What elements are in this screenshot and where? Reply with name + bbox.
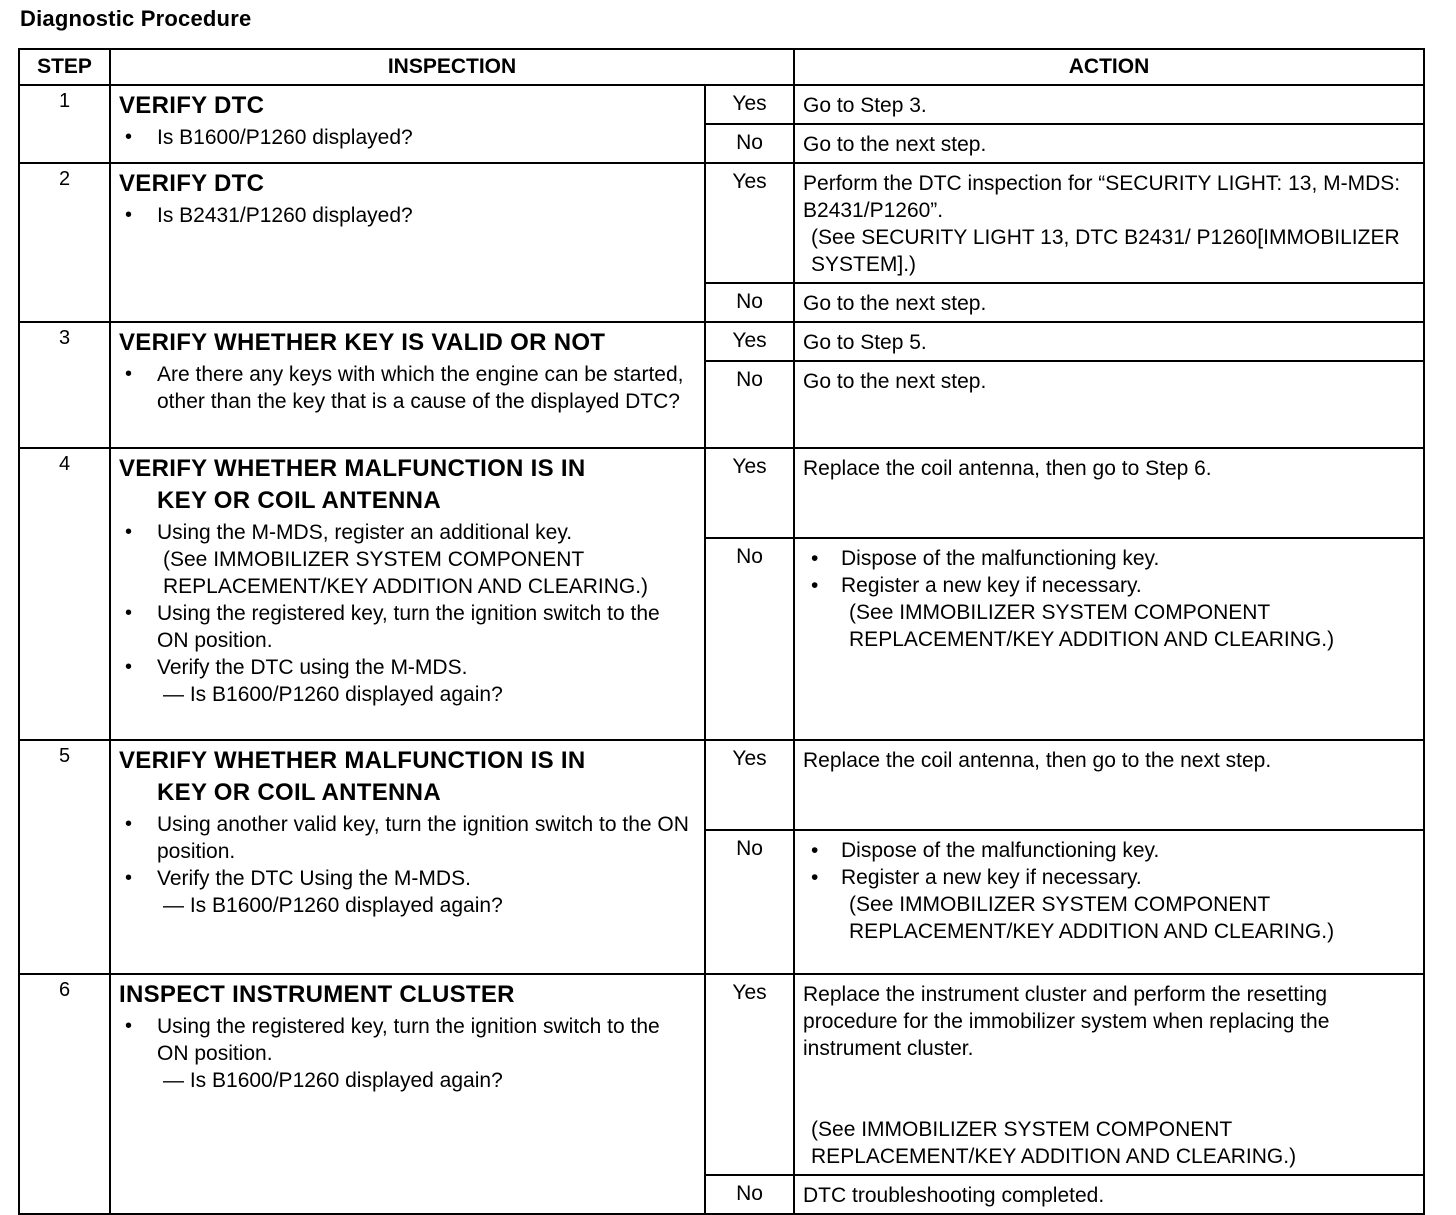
reference-note: (See IMMOBILIZER SYSTEM COMPONENT REPLACEMENT/KEY ADDITION AND CLEARING.) xyxy=(849,601,1335,651)
action-text: Replace the instrument cluster and perform the resetting procedure for the immobilizer system when replacing the instrument cluster. xyxy=(803,983,1330,1060)
yes-action xyxy=(794,163,1424,283)
yes-label: Yes xyxy=(705,974,794,1175)
no-label: No xyxy=(705,283,794,322)
no-label: No xyxy=(705,361,794,448)
bullet-text: Verify the DTC Using the M-MDS. xyxy=(157,867,471,890)
inspection-bullet xyxy=(119,519,696,600)
inspection-bullet: • Using another valid key, turn the ignition switch to the ON position. xyxy=(119,811,696,865)
inspection-cell xyxy=(110,322,705,448)
inspection-title: INSPECT INSTRUMENT CLUSTER xyxy=(119,981,515,1008)
inspection-title xyxy=(119,453,696,517)
inspection-bullet: • Are there any keys with which the engine can be started, other than the key that is a cause of the displayed DTC? xyxy=(119,361,696,415)
inspection-title-line: VERIFY WHETHER MALFUNCTION IS IN xyxy=(119,455,586,482)
yes-action: Go to Step 3. xyxy=(794,85,1424,124)
reference-note: (See IMMOBILIZER SYSTEM COMPONENT REPLACEMENT/KEY ADDITION AND CLEARING.) xyxy=(811,1118,1297,1168)
header-row xyxy=(19,49,1424,85)
bullet-question: — Is B1600/P1260 displayed again? xyxy=(163,1069,503,1092)
yes-action: Replace the coil antenna, then go to the next step. xyxy=(794,740,1424,830)
no-action: Go to the next step. xyxy=(794,124,1424,163)
bullet-question: — Is B1600/P1260 displayed again? xyxy=(163,683,503,706)
inspection-title: VERIFY DTC xyxy=(119,170,265,197)
inspection-title-line: KEY OR COIL ANTENNA xyxy=(157,487,441,514)
action-text: Register a new key if necessary. xyxy=(841,866,1142,889)
no-label: No xyxy=(705,538,794,740)
step-number: 6 xyxy=(19,974,110,1214)
header-inspection: INSPECTION xyxy=(110,49,794,85)
inspection-title: VERIFY WHETHER KEY IS VALID OR NOT xyxy=(119,329,606,356)
inspection-cell xyxy=(110,740,705,974)
step-number: 2 xyxy=(19,163,110,322)
action-bullet: • Dispose of the malfunctioning key. xyxy=(803,837,1415,864)
table-row xyxy=(19,974,1424,1175)
bullet-text: Using the registered key, turn the ignition switch to the ON position. xyxy=(157,1015,660,1065)
yes-action xyxy=(794,974,1424,1175)
bullet-question: — Is B1600/P1260 displayed again? xyxy=(163,894,503,917)
yes-label: Yes xyxy=(705,85,794,124)
page-title: Diagnostic Procedure xyxy=(20,6,252,31)
table-row xyxy=(19,163,1424,283)
inspection-bullet: • Is B1600/P1260 displayed? xyxy=(119,124,696,151)
step-number: 4 xyxy=(19,448,110,740)
inspection-title xyxy=(119,745,696,809)
inspection-bullet: • Is B2431/P1260 displayed? xyxy=(119,202,696,229)
bullet-text: Verify the DTC using the M-MDS. xyxy=(157,656,468,679)
action-text: Perform the DTC inspection for “SECURITY LIGHT: 13, M-MDS: B2431/P1260”. xyxy=(803,172,1401,222)
no-action: DTC troubleshooting completed. xyxy=(794,1175,1424,1214)
action-bullet xyxy=(803,864,1415,945)
table-row xyxy=(19,448,1424,538)
reference-note: (See IMMOBILIZER SYSTEM COMPONENT REPLACEMENT/KEY ADDITION AND CLEARING.) xyxy=(849,893,1335,943)
no-action: Go to the next step. xyxy=(794,361,1424,448)
diagnostic-table xyxy=(18,48,1425,1215)
yes-action: Replace the coil antenna, then go to Step 6. xyxy=(794,448,1424,538)
inspection-cell xyxy=(110,85,705,163)
no-label: No xyxy=(705,124,794,163)
inspection-bullet xyxy=(119,654,696,708)
inspection-title-line: KEY OR COIL ANTENNA xyxy=(157,779,441,806)
inspection-bullet: • Using the registered key, turn the ignition switch to the ON position. xyxy=(119,600,696,654)
action-bullet: • Dispose of the malfunctioning key. xyxy=(803,545,1415,572)
reference-note: (See IMMOBILIZER SYSTEM COMPONENT REPLACEMENT/KEY ADDITION AND CLEARING.) xyxy=(163,548,649,598)
yes-label: Yes xyxy=(705,740,794,830)
inspection-bullet xyxy=(119,865,696,919)
step-number: 1 xyxy=(19,85,110,163)
no-label: No xyxy=(705,830,794,974)
step-number: 5 xyxy=(19,740,110,974)
inspection-title: VERIFY DTC xyxy=(119,92,265,119)
table-row xyxy=(19,322,1424,361)
reference-note: (See SECURITY LIGHT 13, DTC B2431/ P1260[IMMOBILIZER SYSTEM].) xyxy=(811,226,1400,276)
yes-label: Yes xyxy=(705,163,794,283)
header-action: ACTION xyxy=(794,49,1424,85)
bullet-text: Using the M-MDS, register an additional key. xyxy=(157,521,573,544)
table-row xyxy=(19,85,1424,124)
inspection-cell xyxy=(110,974,705,1214)
inspection-bullet xyxy=(119,1013,696,1094)
yes-label: Yes xyxy=(705,448,794,538)
inspection-cell xyxy=(110,448,705,740)
no-action: Go to the next step. xyxy=(794,283,1424,322)
no-action xyxy=(794,830,1424,974)
no-label: No xyxy=(705,1175,794,1214)
inspection-title-line: VERIFY WHETHER MALFUNCTION IS IN xyxy=(119,747,586,774)
inspection-cell xyxy=(110,163,705,322)
action-text: Register a new key if necessary. xyxy=(841,574,1142,597)
yes-label: Yes xyxy=(705,322,794,361)
action-bullet xyxy=(803,572,1415,653)
yes-action: Go to Step 5. xyxy=(794,322,1424,361)
table-row xyxy=(19,740,1424,830)
no-action xyxy=(794,538,1424,740)
header-step: STEP xyxy=(19,49,110,85)
step-number: 3 xyxy=(19,322,110,448)
